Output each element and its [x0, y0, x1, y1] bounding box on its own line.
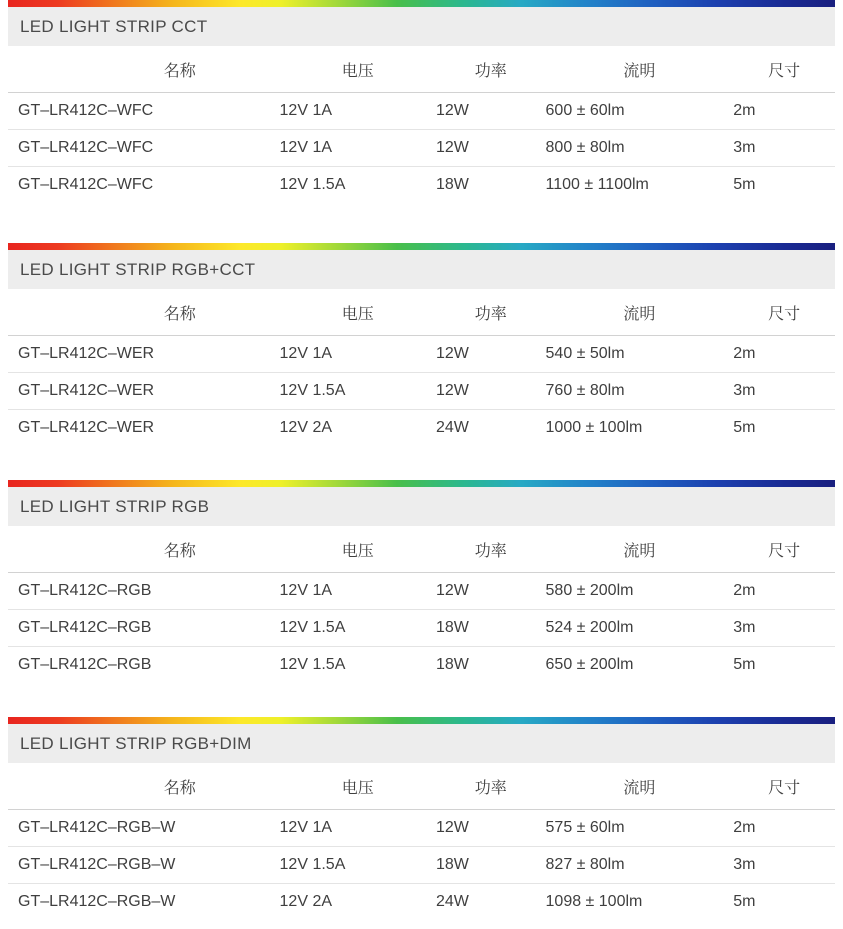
cell-size: 5m	[733, 656, 756, 673]
column-header-size: 尺寸	[733, 763, 835, 810]
cell-power: 24W	[436, 893, 469, 910]
section-rgb	[8, 480, 835, 683]
column-header-lumen: 流明	[546, 763, 734, 810]
column-header-lumen: 流明	[546, 289, 734, 336]
cell-voltage: 12V 1.5A	[280, 610, 436, 647]
column-header-power: 功率	[436, 526, 546, 573]
cell-voltage: 12V 2A	[279, 419, 333, 436]
cell-size: 3m	[733, 610, 835, 647]
column-header-size: 尺寸	[733, 46, 835, 93]
cell-name: GT–LR412C–WFC	[8, 130, 280, 167]
rainbow-divider-icon	[8, 243, 835, 250]
section-title: LED LIGHT STRIP CCT	[8, 7, 835, 46]
cell-name: GT–LR412C–WER	[8, 336, 280, 373]
table-header-row	[8, 289, 835, 336]
spec-table	[8, 526, 835, 683]
table-row	[8, 410, 835, 447]
column-header-lumen: 流明	[546, 46, 734, 93]
cell-voltage: 12V 1.5A	[280, 373, 436, 410]
cell-size: 5m	[733, 419, 756, 436]
section-cct	[8, 0, 835, 203]
cell-voltage: 12V 1A	[280, 93, 436, 130]
cell-size: 2m	[733, 336, 835, 373]
column-header-power: 功率	[436, 763, 546, 810]
table-row	[8, 847, 835, 884]
cell-voltage: 12V 2A	[279, 893, 333, 910]
table-row	[8, 336, 835, 373]
column-header-name: 名称	[8, 526, 280, 573]
cell-lumen: 540 ± 50lm	[546, 336, 734, 373]
spec-table	[8, 46, 835, 203]
section-spacer	[8, 689, 835, 717]
column-header-lumen: 流明	[546, 526, 734, 573]
cell-lumen: 600 ± 60lm	[546, 93, 734, 130]
column-header-power: 功率	[436, 289, 546, 336]
table-row	[8, 93, 835, 130]
cell-name: GT–LR412C–RGB–W	[8, 810, 280, 847]
column-header-name: 名称	[8, 763, 280, 810]
cell-size: 5m	[733, 176, 756, 193]
cell-lumen: 1100 ± 1100lm	[545, 176, 649, 193]
cell-power: 12W	[436, 336, 546, 373]
cell-name: GT–LR412C–RGB–W	[18, 893, 176, 910]
cell-lumen: 800 ± 80lm	[546, 130, 734, 167]
cell-power: 12W	[436, 130, 546, 167]
cell-lumen: 1098 ± 100lm	[545, 893, 643, 910]
cell-power: 18W	[436, 176, 469, 193]
cell-name: GT–LR412C–RGB	[8, 573, 280, 610]
table-row	[8, 130, 835, 167]
cell-voltage: 12V 1A	[280, 130, 436, 167]
cell-lumen: 650 ± 200lm	[545, 656, 634, 673]
cell-voltage: 12V 1.5A	[279, 656, 346, 673]
cell-voltage: 12V 1A	[280, 810, 436, 847]
section-spacer	[8, 209, 835, 243]
table-header-row	[8, 763, 835, 810]
section-spacer	[8, 452, 835, 480]
cell-lumen: 524 ± 200lm	[546, 610, 734, 647]
cell-power: 18W	[436, 610, 546, 647]
cell-power: 18W	[436, 656, 469, 673]
cell-name: GT–LR412C–WFC	[8, 93, 280, 130]
cell-name: GT–LR412C–WFC	[18, 176, 154, 193]
section-rgb-dim	[8, 717, 835, 920]
table-header-row	[8, 46, 835, 93]
table-row	[8, 573, 835, 610]
table-row	[8, 810, 835, 847]
cell-power: 12W	[436, 93, 546, 130]
cell-size: 2m	[733, 93, 835, 130]
table-row	[8, 647, 835, 684]
cell-name: GT–LR412C–WER	[18, 419, 155, 436]
cell-name: GT–LR412C–RGB	[8, 610, 280, 647]
cell-lumen: 760 ± 80lm	[546, 373, 734, 410]
cell-voltage: 12V 1.5A	[280, 847, 436, 884]
column-header-size: 尺寸	[733, 526, 835, 573]
cell-power: 18W	[436, 847, 546, 884]
cell-name: GT–LR412C–RGB	[18, 656, 152, 673]
cell-size: 5m	[733, 893, 756, 910]
column-header-size: 尺寸	[733, 289, 835, 336]
cell-voltage: 12V 1A	[280, 573, 436, 610]
table-row	[8, 167, 835, 204]
cell-power: 12W	[436, 810, 546, 847]
cell-voltage: 12V 1A	[280, 336, 436, 373]
spec-table	[8, 763, 835, 920]
section-title: LED LIGHT STRIP RGB+DIM	[8, 724, 835, 763]
cell-lumen: 580 ± 200lm	[546, 573, 734, 610]
table-row	[8, 610, 835, 647]
column-header-power: 功率	[436, 46, 546, 93]
cell-size: 2m	[733, 810, 835, 847]
table-row	[8, 373, 835, 410]
column-header-voltage: 电压	[280, 763, 436, 810]
table-header-row	[8, 526, 835, 573]
cell-name: GT–LR412C–RGB–W	[8, 847, 280, 884]
cell-lumen: 575 ± 60lm	[546, 810, 734, 847]
cell-size: 2m	[733, 573, 835, 610]
column-header-voltage: 电压	[280, 46, 436, 93]
spec-table	[8, 289, 835, 446]
cell-power: 12W	[436, 573, 546, 610]
cell-lumen: 1000 ± 100lm	[545, 419, 643, 436]
rainbow-divider-icon	[8, 480, 835, 487]
rainbow-divider-icon	[8, 0, 835, 7]
cell-power: 12W	[436, 373, 546, 410]
column-header-name: 名称	[8, 46, 280, 93]
cell-voltage: 12V 1.5A	[279, 176, 346, 193]
cell-size: 3m	[733, 130, 835, 167]
cell-size: 3m	[733, 373, 835, 410]
cell-power: 24W	[436, 419, 469, 436]
column-header-voltage: 电压	[280, 289, 436, 336]
column-header-voltage: 电压	[280, 526, 436, 573]
table-row	[8, 884, 835, 921]
section-rgb-cct	[8, 243, 835, 446]
column-header-name: 名称	[8, 289, 280, 336]
section-title: LED LIGHT STRIP RGB+CCT	[8, 250, 835, 289]
section-title: LED LIGHT STRIP RGB	[8, 487, 835, 526]
cell-name: GT–LR412C–WER	[8, 373, 280, 410]
rainbow-divider-icon	[8, 717, 835, 724]
cell-lumen: 827 ± 80lm	[546, 847, 734, 884]
cell-size: 3m	[733, 847, 835, 884]
